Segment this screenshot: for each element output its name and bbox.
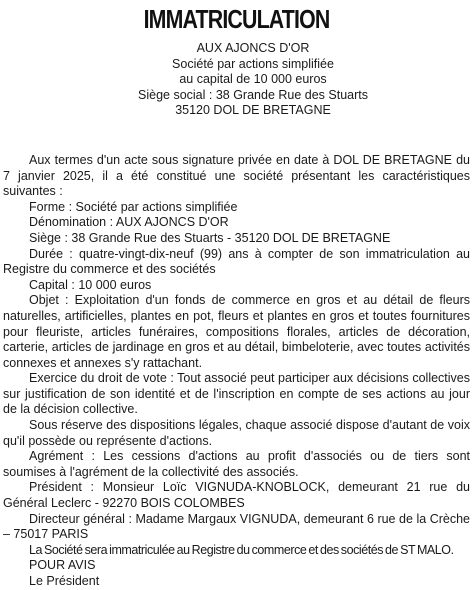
paragraph-objet: Objet : Exploitation d'un fonds de commerce en gros et au détail de fleurs naturelles, artificielles, plantes en pot, fleurs et plantes en gros et toutes fournitures pour fleuriste, articles funéraires, compositions florales, articles de décoration, carterie, articles de jardinage en gros et au détail, bimbeloterie, avec toutes activités connexes et annexes s'y rattachant.	[3, 293, 470, 370]
company-header	[83, 41, 423, 119]
paragraph-agrement: Agrément : Les cessions d'actions au profit d'associés ou de tiers sont soumises à l'agrément de la collectivité des associés.	[3, 449, 470, 479]
company-capital: au capital de 10 000 euros	[179, 72, 327, 87]
paragraph-capital: Capital : 10 000 euros	[29, 277, 152, 292]
paragraph-directeur-general: Directeur général : Madame Margaux VIGNUDA, demeurant 6 rue de la Crèche – 75017 PARIS	[3, 511, 470, 542]
paragraph-siege: Siège : 38 Grande Rue des Stuarts - 35120 DOL DE BRETAGNE	[29, 230, 391, 245]
paragraph-forme: Forme : Société par actions simplifiée	[29, 199, 238, 214]
paragraph-immatriculation: La Société sera immatriculée au Registre du commerce et des sociétés de ST MALO.	[29, 542, 454, 557]
paragraph-voix: Sous réserve des dispositions légales, chaque associé dispose d'autant de voix qu'il possède ou représente d'actions.	[3, 418, 470, 448]
company-form: Société par actions simplifiée	[172, 56, 334, 71]
paragraph-denomination: Dénomination : AUX AJONCS D'OR	[29, 215, 229, 230]
paragraph-droit-de-vote: Exercice du droit de vote : Tout associé peut participer aux décisions collectives sur justification de son identité et de l'inscription en compte de ses actions au jour de la décision collective.	[3, 371, 470, 417]
paragraph-pour-avis: POUR AVIS	[29, 558, 96, 573]
paragraph-preamble: Aux termes d'un acte sous signature privée en date à DOL DE BRETAGNE du 7 janvier 2025, il a été constitué une société présentant les caractéristiques suivantes :	[3, 152, 470, 199]
company-city: 35120 DOL DE BRETAGNE	[175, 103, 331, 118]
notice-body	[3, 153, 470, 590]
company-name: AUX AJONCS D'OR	[196, 41, 310, 55]
notice-title: IMMATRICULATION	[143, 4, 330, 34]
paragraph-president: Président : Monsieur Loïc VIGNUDA-KNOBLOCK, demeurant 21 rue du Général Leclerc - 92270 BOIS COLOMBES	[3, 480, 470, 511]
legal-notice	[3, 4, 470, 590]
paragraph-duree: Durée : quatre-vingt-dix-neuf (99) ans à compter de son immatriculation au Registre du commerce et des sociétés	[3, 246, 470, 277]
company-seat: Siège social : 38 Grande Rue des Stuarts	[138, 87, 368, 102]
paragraph-signature: Le Président	[29, 574, 100, 588]
